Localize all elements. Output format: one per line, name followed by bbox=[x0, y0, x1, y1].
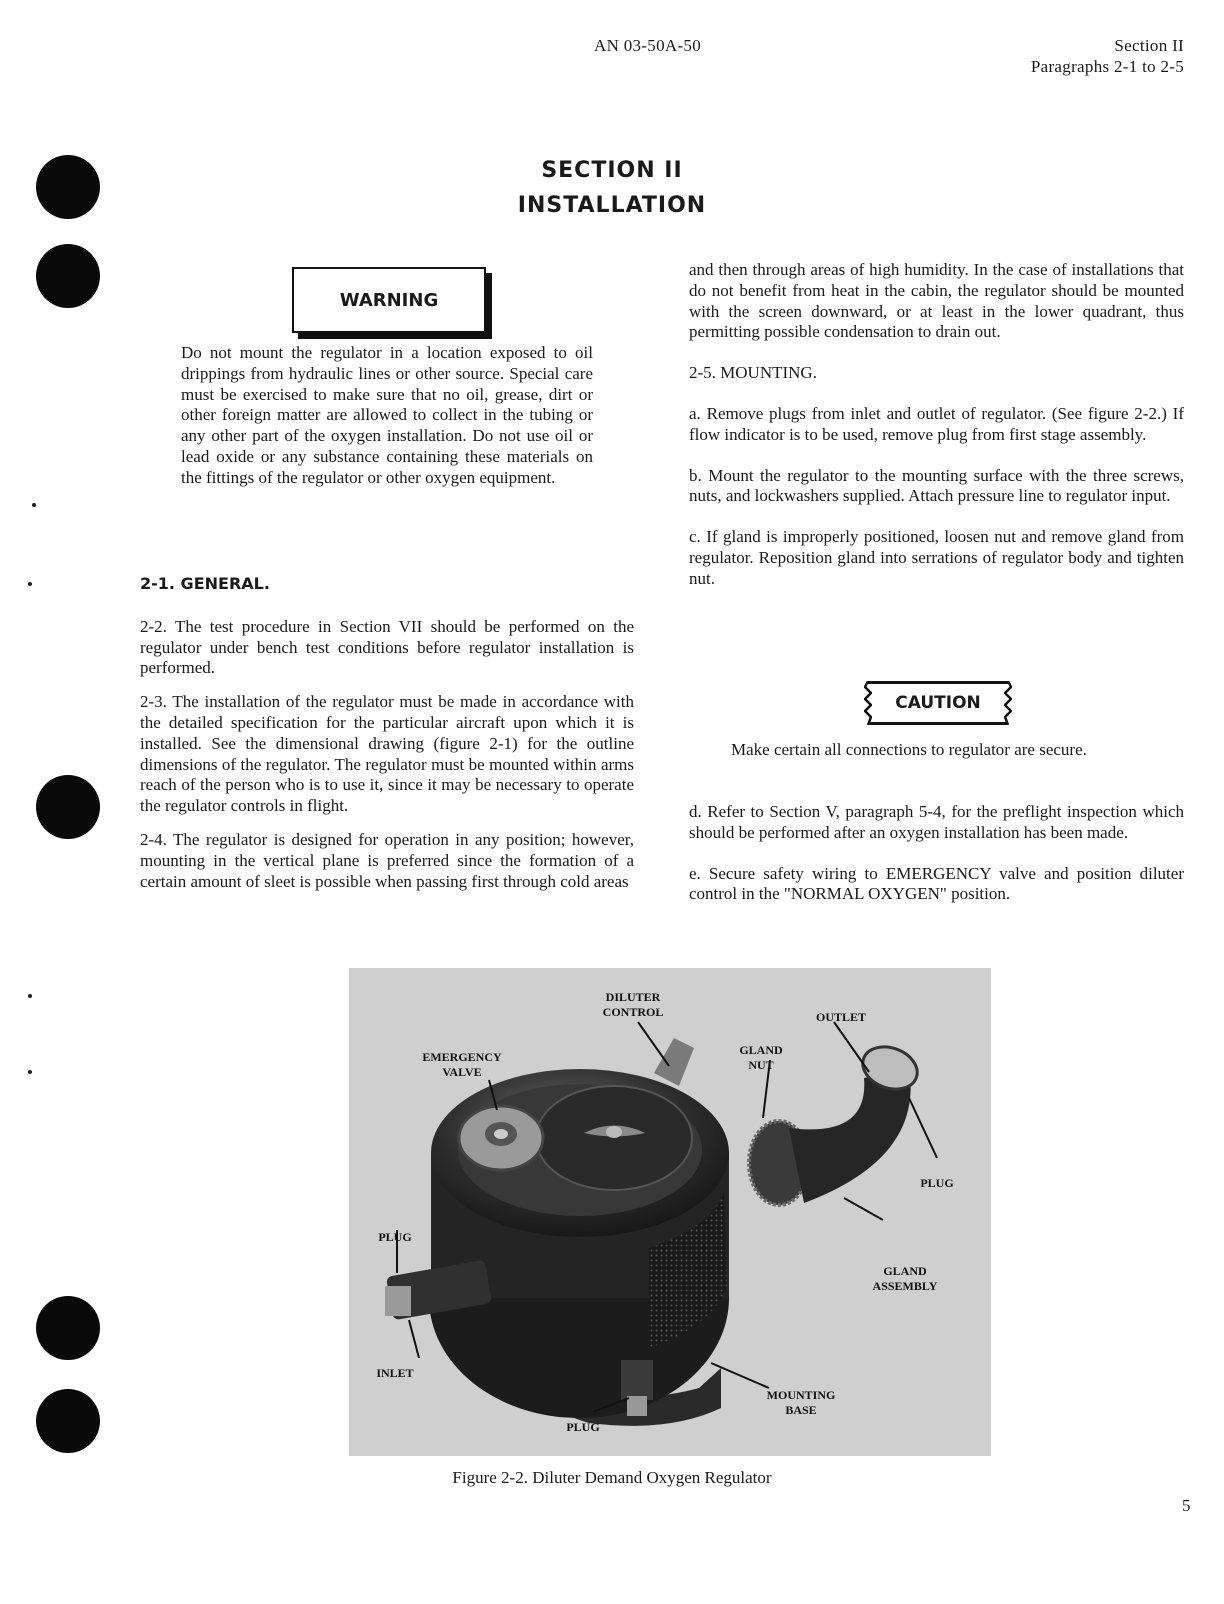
warning-label: WARNING bbox=[339, 289, 439, 311]
callout-outlet: OUTLET bbox=[815, 1010, 866, 1024]
callout-plug-left: PLUG bbox=[378, 1230, 412, 1244]
step-c: c. If gland is improperly positioned, loosen nut and remove gland from regulator. Reposition gland into serrations of regulator body and tighten nut. bbox=[689, 527, 1184, 588]
general-heading: 2-1. GENERAL. bbox=[140, 574, 270, 593]
paragraph-2-2: 2-2. The test procedure in Section VII should be performed on the regulator under bench test conditions before regulator installation is performed. bbox=[140, 616, 634, 678]
punch-hole bbox=[36, 1296, 100, 1360]
paragraphs-label: Paragraphs 2-1 to 2-5 bbox=[1030, 57, 1184, 76]
margin-dot bbox=[32, 503, 36, 507]
caution-label: CAUTION bbox=[895, 693, 981, 713]
callout-plug-bottom: PLUG bbox=[566, 1420, 600, 1434]
step-b: b. Mount the regulator to the mounting surface with the three screws, nuts, and lockwashers supplied. Attach pressure line to regulator input. bbox=[689, 465, 1184, 506]
caution-left-border bbox=[864, 681, 872, 725]
warning-box bbox=[292, 267, 486, 333]
document-number: AN 03-50A-50 bbox=[594, 36, 702, 55]
mounting-heading: 2-5. MOUNTING. bbox=[689, 363, 817, 383]
callout-gland-nut: GLAND NUT bbox=[739, 1043, 783, 1072]
regulator-illustration bbox=[349, 968, 991, 1456]
page-number: 5 bbox=[1182, 1496, 1191, 1515]
margin-dot bbox=[28, 994, 32, 998]
right-column-bottom bbox=[689, 802, 1184, 918]
callout-emergency-valve: EMERGENCY VALVE bbox=[422, 1050, 502, 1079]
callout-inlet: INLET bbox=[376, 1366, 414, 1380]
regulator-photo bbox=[349, 968, 991, 1456]
step-d: d. Refer to Section V, paragraph 5-4, for the preflight inspection which should be performed after an oxygen installation has been made. bbox=[689, 802, 1184, 842]
step-e: e. Secure safety wiring to EMERGENCY valve and position diluter control in the "NORMAL OXYGEN" position. bbox=[689, 863, 1184, 904]
margin-dot bbox=[28, 582, 32, 586]
callout-mounting-base: MOUNTING BASE bbox=[766, 1388, 836, 1417]
punch-hole bbox=[36, 244, 100, 308]
callout-diluter-control: DILUTER CONTROL bbox=[602, 990, 664, 1019]
warning-text bbox=[181, 343, 593, 502]
section-subtitle: INSTALLATION bbox=[517, 193, 707, 218]
paragraph-2-4-continued: and then through areas of high humidity. In the case of installations that do not benefit from heat in the cabin, the regulator should be mounted with the screen downward, or at least in the lower quadrant, thus permitting possible condensation to drain out. bbox=[689, 260, 1184, 342]
caution-text bbox=[731, 740, 1145, 774]
section-title: SECTION II bbox=[541, 158, 683, 183]
left-column bbox=[140, 574, 634, 905]
caution-right-border bbox=[1004, 681, 1012, 725]
warning-paragraph: Do not mount the regulator in a location exposed to oil drippings from hydraulic lines or other source. Special care must be exercised to make sure that no oil, grease, dirt or other foreign matter are allowed to collect in the tubing or any other part of the oxygen installation. Do not use oil or lead oxide or any substance containing these materials on the fittings of the regulator or other oxygen equipment. bbox=[181, 343, 593, 487]
figure-caption: Figure 2-2. Diluter Demand Oxygen Regulator bbox=[452, 1468, 772, 1487]
caution-paragraph: Make certain all connections to regulator are secure. bbox=[731, 740, 1087, 759]
margin-dot bbox=[28, 1070, 32, 1074]
step-a: a. Remove plugs from inlet and outlet of regulator. (See figure 2-2.) If flow indicator is to be used, remove plug from first stage assembly. bbox=[689, 403, 1184, 444]
caution-box bbox=[868, 681, 1008, 725]
section-label: Section II bbox=[1114, 36, 1184, 55]
right-column-top bbox=[689, 260, 1184, 603]
punch-hole bbox=[36, 775, 100, 839]
callout-gland-assembly: GLAND ASSEMBLY bbox=[872, 1264, 938, 1293]
paragraph-2-4: 2-4. The regulator is designed for operation in any position; however, mounting in the vertical plane is preferred since the formation of a certain amount of sleet is possible when passing first through cold areas bbox=[140, 829, 634, 891]
punch-hole bbox=[36, 1389, 100, 1453]
callout-plug-right: PLUG bbox=[920, 1176, 954, 1190]
paragraph-2-3: 2-3. The installation of the regulator must be made in accordance with the detailed specification for the particular aircraft upon which it is installed. See the dimensional drawing (figure 2-1) for the outline dimensions of the regulator. The regulator must be mounted within arms reach of the person who is to use it, since it may be necessary to operate the regulator controls in flight. bbox=[140, 692, 634, 816]
